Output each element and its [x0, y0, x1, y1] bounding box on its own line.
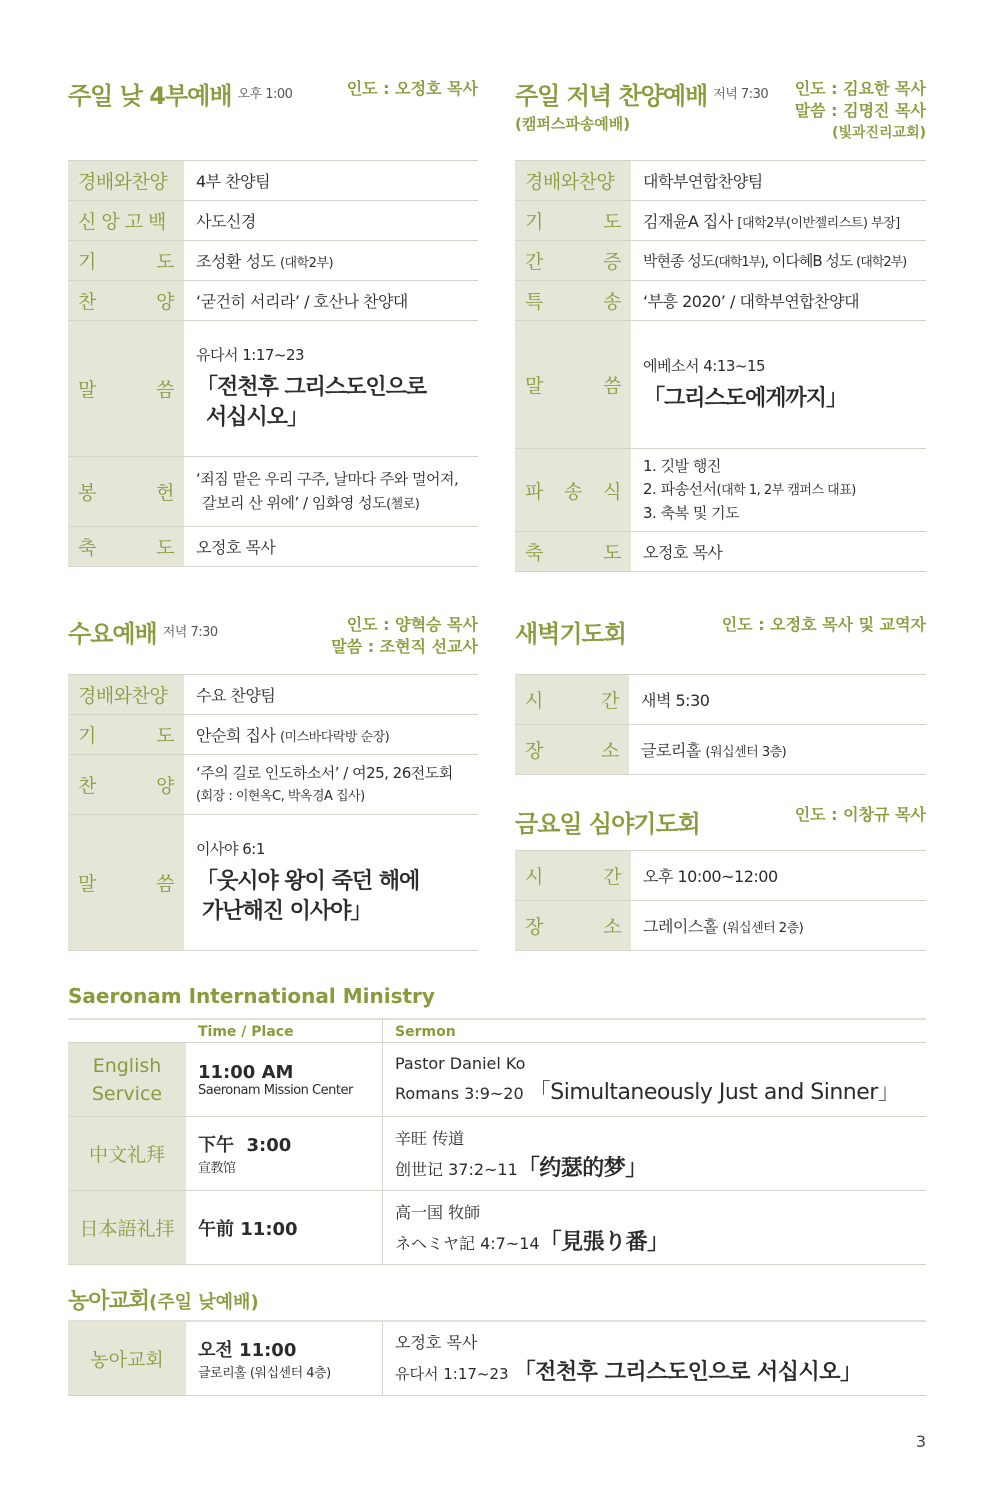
label-char: 양	[156, 291, 174, 313]
label-char: 도	[156, 725, 174, 747]
label-char: 말	[78, 379, 96, 401]
row-label	[515, 241, 631, 281]
sunday-day-section	[68, 76, 478, 567]
value-note: (대학1부)	[714, 255, 765, 270]
dawn-prayer-leader: 인도 : 오정호 목사 및 교역자	[721, 615, 926, 634]
label-line: English	[92, 1054, 162, 1077]
label-char: 씀	[156, 379, 174, 401]
sermon-title: 「Simultaneously Just and Sinner」	[528, 1079, 900, 1105]
row-value	[631, 321, 926, 449]
international-title: Saeronam International Ministry	[68, 984, 435, 1008]
sunday-evening-title: 주일 저녁 찬양예배	[515, 82, 708, 110]
label-char: 헌	[156, 482, 174, 504]
row-label: 경배와찬양	[68, 161, 184, 201]
sermon-title: 「그리스도에게까지」	[643, 386, 848, 411]
row-label-text: 신앙고백	[78, 211, 172, 233]
row-label: 경배와찬양	[68, 675, 184, 715]
wednesday-time: 저녁 7:30	[162, 625, 218, 640]
sending-item: 3. 축복 및 기도	[643, 504, 740, 522]
label-char: 말	[525, 375, 543, 397]
label-char: 장	[525, 740, 543, 762]
sending-item: 1. 깃발 행진	[643, 457, 721, 475]
row-label	[515, 449, 631, 532]
row-value	[184, 755, 478, 815]
value-note: [대학2부(이반젤리스트) 부장]	[737, 216, 900, 231]
label-char: 도	[603, 542, 621, 564]
row-value: 새벽 5:30	[629, 675, 926, 725]
row-label: 농아교회	[68, 1321, 186, 1395]
preacher-text: 말씀 : 조현직 선교사	[331, 637, 478, 656]
scripture-ref: 유다서 1:17~23	[395, 1365, 509, 1384]
international-section	[68, 984, 926, 1265]
label-char: 간	[601, 690, 619, 712]
label-char: 소	[603, 916, 621, 938]
row-label	[68, 755, 184, 815]
row-value	[631, 241, 926, 281]
label-char: 기	[78, 725, 96, 747]
row-value: 수요 찬양팀	[184, 675, 478, 715]
wednesday-table	[68, 674, 478, 951]
label-char: 파	[525, 480, 543, 503]
value-text: 글로리홀	[641, 741, 701, 760]
service-time: 午前 11:00	[198, 1218, 298, 1240]
pastor-name: 辛旺 传道	[395, 1128, 465, 1148]
pastor-name: 오정호 목사	[395, 1333, 478, 1353]
label-char: 씀	[156, 873, 174, 895]
deaf-church-title: 농아교회	[68, 1289, 150, 1314]
row-label: 日本語礼拝	[68, 1191, 186, 1265]
sunday-day-time: 오후 1:00	[237, 87, 293, 102]
row-value	[184, 815, 478, 951]
table-row	[68, 1191, 926, 1265]
row-label	[68, 815, 184, 951]
row-label	[515, 675, 629, 725]
scripture-ref: 유다서 1:17~23	[196, 346, 305, 364]
offering-line: 갈보리 산 위에’ / 임화영 성도	[202, 493, 387, 512]
row-label	[515, 281, 631, 321]
row-label	[68, 457, 184, 527]
label-char: 소	[601, 740, 619, 762]
header-time-place: Time / Place	[186, 1019, 383, 1043]
hymn-note: (회장 : 이현옥C, 박옥경A 집사)	[196, 788, 365, 804]
sunday-evening-section	[515, 76, 926, 572]
row-label	[68, 281, 184, 321]
label-char: 증	[603, 251, 621, 273]
row-value	[184, 715, 478, 755]
dawn-prayer-table	[515, 674, 926, 775]
row-label	[515, 201, 631, 241]
friday-prayer-leader: 인도 : 이창규 목사	[794, 805, 926, 824]
scripture-ref: 이사야 6:1	[196, 840, 265, 858]
label-char: 기	[78, 251, 96, 273]
wednesday-section	[68, 614, 478, 951]
time-place	[186, 1191, 383, 1265]
row-label	[68, 715, 184, 755]
table-row	[68, 1117, 926, 1191]
value-note: (워십센터 3층)	[705, 745, 787, 760]
label-char: 기	[525, 211, 543, 233]
value-text: 박현종 성도	[643, 252, 715, 270]
sending-note: (대학 1, 2부 캠퍼스 대표)	[716, 483, 856, 498]
sermon-info	[383, 1043, 927, 1117]
row-label: 경배와찬양	[515, 161, 631, 201]
preacher-text: 말씀 : 김명진 목사	[794, 101, 926, 120]
label-char: 특	[525, 291, 543, 313]
row-value	[184, 241, 478, 281]
value-note: (대학2부)	[279, 256, 334, 271]
value-text: , 이다혜B 성도	[764, 252, 853, 270]
pastor-name: Pastor Daniel Ko	[395, 1053, 526, 1073]
sunday-evening-subtitle: (캠퍼스파송예배)	[515, 115, 631, 133]
row-label	[68, 1043, 186, 1117]
label-char: 시	[525, 690, 543, 712]
leader-text: 인도 : 김요한 목사	[794, 79, 926, 98]
value-text: 그레이스홀	[643, 917, 718, 936]
table-header-row	[68, 1019, 926, 1043]
offering-note: (첼로)	[386, 496, 420, 512]
leader-text: 인도 : 양혁승 목사	[346, 615, 478, 634]
label-char: 장	[525, 916, 543, 938]
sunday-evening-leaders	[795, 78, 926, 144]
row-value: 오정호 목사	[631, 532, 926, 572]
label-char: 식	[603, 480, 621, 503]
international-table	[68, 1018, 926, 1265]
label-char: 도	[156, 537, 174, 559]
sermon-title: 「見張り番」	[539, 1229, 669, 1255]
label-char: 축	[525, 542, 543, 564]
deaf-church-subtitle: (주일 낮예배)	[149, 1292, 259, 1313]
label-char: 씀	[603, 375, 621, 397]
label-line: Service	[91, 1082, 163, 1105]
row-label	[68, 201, 184, 241]
sermon-title-line: 가난해진 이사야」	[202, 899, 372, 924]
row-value	[184, 321, 478, 457]
service-place: 宣教馆	[198, 1161, 236, 1176]
row-label	[515, 532, 631, 572]
service-time: 11:00 AM	[198, 1061, 294, 1083]
row-value: 오후 10:00~12:00	[631, 851, 926, 901]
header-blank	[68, 1019, 186, 1043]
value-text: 안순희 집사	[196, 726, 276, 745]
time-place	[186, 1321, 383, 1395]
label-char: 찬	[78, 775, 96, 797]
sermon-title-line: 서십시오」	[206, 405, 309, 430]
row-label	[68, 241, 184, 281]
sermon-title	[196, 867, 466, 927]
service-place: 글로리홀 (워십센터 4층)	[198, 1365, 331, 1381]
label-char: 축	[78, 537, 96, 559]
sermon-title-line: 「전천후 그리스도인으로	[196, 375, 427, 400]
service-place: Saeronam Mission Center	[198, 1082, 353, 1098]
table-row	[68, 1321, 926, 1395]
pastor-name: 高一国 牧師	[395, 1202, 481, 1222]
scripture-ref: ネヘミヤ記 4:7~14	[395, 1233, 540, 1253]
sunday-evening-table	[515, 160, 926, 572]
friday-prayer-title: 금요일 심야기도회	[515, 810, 700, 838]
sunday-day-leader: 인도 : 오정호 목사	[346, 79, 478, 98]
wednesday-title: 수요예배	[68, 620, 157, 648]
row-value: 대학부연합찬양팀	[631, 161, 926, 201]
label-char: 송	[603, 291, 621, 313]
church-text: (빛과진리교회)	[832, 125, 926, 141]
friday-prayer-section	[515, 804, 926, 951]
row-label	[515, 725, 629, 775]
hymn-line: ‘주의 길로 인도하소서’ / 여25, 26전도회	[196, 763, 453, 782]
row-value: 4부 찬양팀	[184, 161, 478, 201]
row-value: 오정호 목사	[184, 527, 478, 567]
row-value: 사도신경	[184, 201, 478, 241]
scripture-ref: 에베소서 4:13~15	[643, 357, 766, 375]
label-char: 말	[78, 873, 96, 895]
time-place	[186, 1043, 383, 1117]
label-char: 간	[603, 866, 621, 888]
value-note: (워십센터 2층)	[722, 921, 804, 936]
label-char: 찬	[78, 291, 96, 313]
row-label	[515, 321, 631, 449]
dawn-prayer-title: 새벽기도회	[515, 620, 626, 648]
label-char: 시	[525, 866, 543, 888]
time-place	[186, 1117, 383, 1191]
scripture-ref: Romans 3:9~20	[395, 1083, 524, 1103]
service-time: 오전 11:00	[198, 1339, 297, 1361]
row-value	[631, 901, 926, 951]
sermon-title-line: 「웃시야 왕이 죽던 해에	[196, 869, 420, 894]
row-value	[631, 449, 926, 532]
deaf-church-section	[68, 1284, 926, 1396]
sermon-title	[196, 373, 466, 433]
friday-prayer-table	[515, 850, 926, 951]
value-note: (미스바다락방 순장)	[279, 730, 390, 745]
value-note: (대학2부)	[856, 255, 907, 270]
row-value	[184, 457, 478, 527]
row-label	[515, 851, 631, 901]
sermon-title: 「전천후 그리스도인으로 서십시오」	[513, 1360, 862, 1386]
sunday-evening-time: 저녁 7:30	[713, 87, 769, 102]
scripture-ref: 创世记 37:2~11	[395, 1159, 518, 1179]
row-value	[629, 725, 926, 775]
row-value	[631, 201, 926, 241]
row-label	[515, 901, 631, 951]
sermon-title: 「约瑟的梦」	[517, 1155, 647, 1181]
dawn-prayer-section	[515, 614, 926, 775]
label-char: 봉	[78, 482, 96, 504]
label-char: 도	[603, 211, 621, 233]
label-char: 도	[156, 251, 174, 273]
page-number: 3	[915, 1432, 926, 1451]
row-label	[68, 321, 184, 457]
row-value: ‘굳건히 서리라’ / 호산나 찬양대	[184, 281, 478, 321]
value-text: 김재윤A 집사	[643, 212, 733, 231]
sermon-info	[383, 1191, 927, 1265]
header-sermon: Sermon	[383, 1019, 927, 1043]
table-row	[68, 1043, 926, 1117]
wednesday-leaders	[331, 614, 478, 658]
label-char: 양	[156, 775, 174, 797]
sunday-day-title: 주일 낮 4부예배	[68, 82, 232, 110]
service-time: 下午 3:00	[198, 1135, 292, 1156]
row-value: ‘부흥 2020’ / 대학부연합찬양대	[631, 281, 926, 321]
sunday-day-table	[68, 160, 478, 567]
label-char: 간	[525, 251, 543, 273]
sermon-info	[383, 1117, 927, 1191]
row-label	[68, 527, 184, 567]
offering-line: ‘죄짐 맡은 우리 구주, 날마다 주와 멀어져,	[196, 469, 459, 488]
sending-item: 2. 파송선서	[643, 480, 717, 498]
value-text: 조성환 성도	[196, 252, 276, 271]
row-label: 中文礼拜	[68, 1117, 186, 1191]
sermon-info	[383, 1321, 927, 1395]
label-char: 송	[564, 480, 582, 503]
deaf-church-table	[68, 1320, 926, 1396]
